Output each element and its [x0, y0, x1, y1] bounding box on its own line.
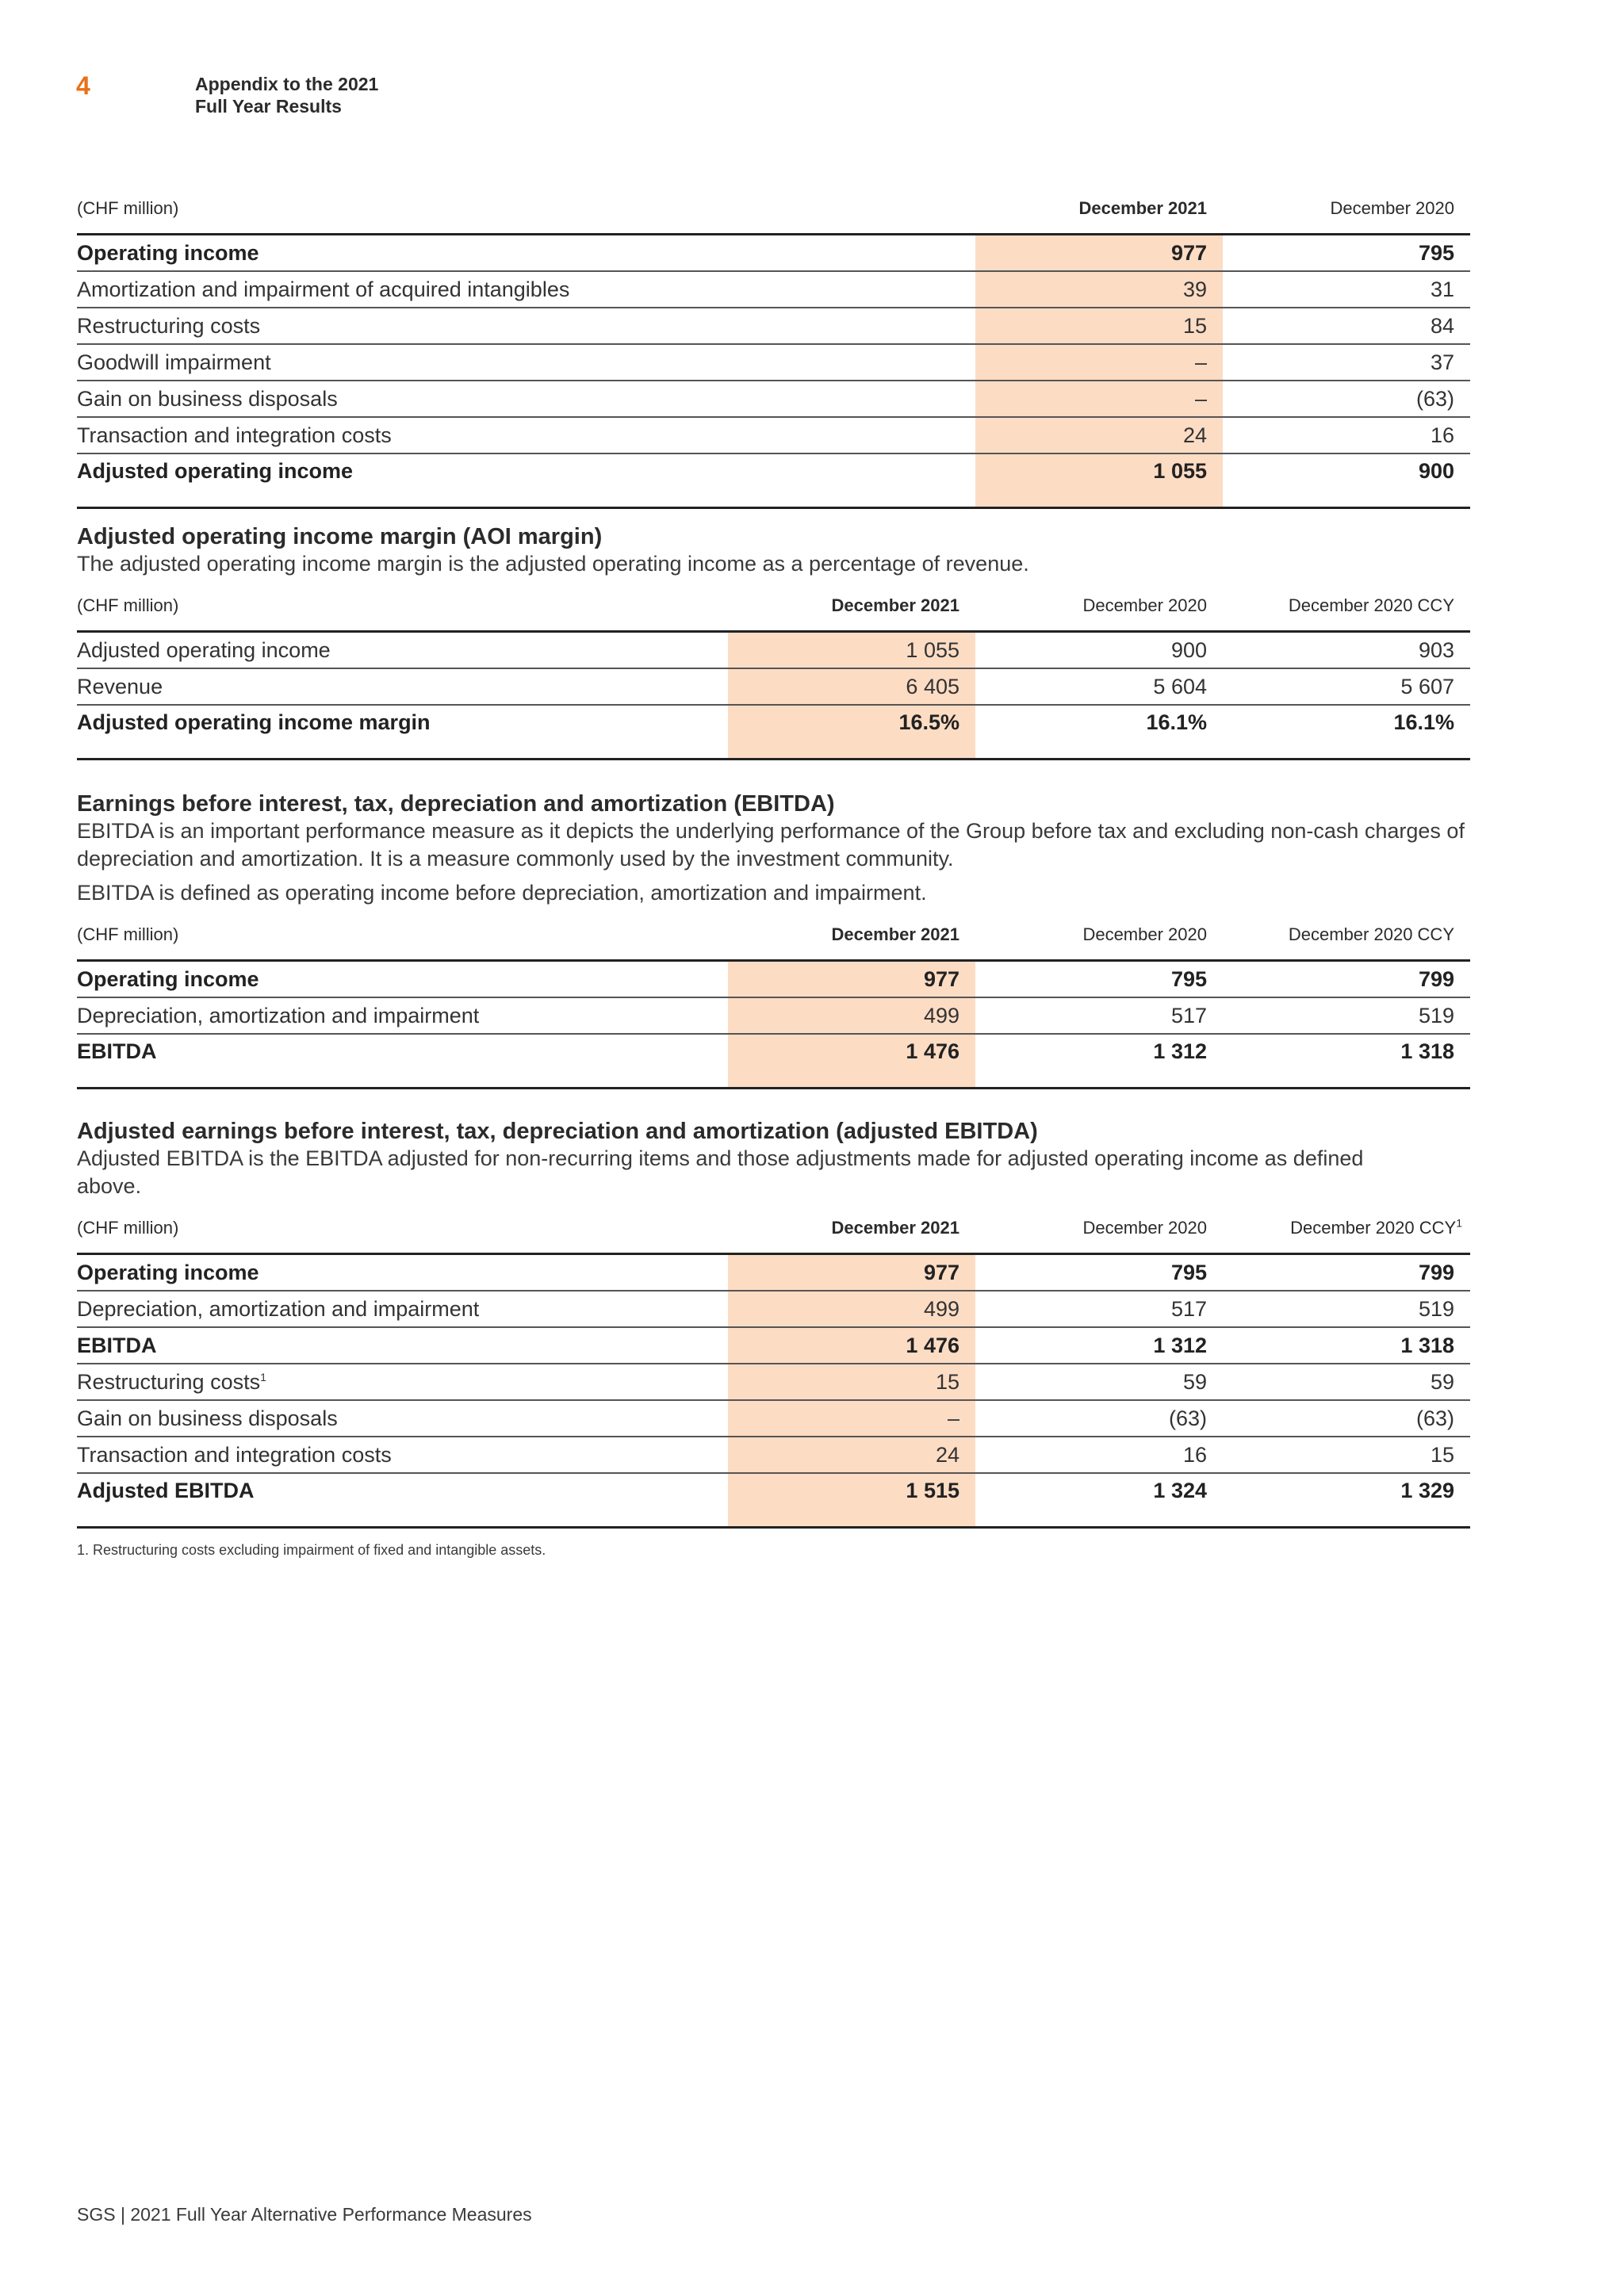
col-header-label: December 2020 CCY: [1290, 1218, 1457, 1238]
cell-dec-2020-ccy: 903: [1223, 632, 1470, 669]
table-row: [77, 1364, 1470, 1400]
table-row: [77, 417, 1470, 453]
cell-dec-2020: 1 324: [975, 1473, 1223, 1528]
table-header-row: [77, 595, 1470, 632]
unit-header: (CHF million): [77, 198, 179, 218]
col-header-dec-2021: December 2021: [1078, 198, 1207, 218]
cell-dec-2020: 31: [1223, 271, 1470, 308]
cell-dec-2021: 499: [728, 997, 975, 1034]
aoi-margin-table: [77, 595, 1470, 760]
row-label: Depreciation, amortization and impairment: [77, 1291, 728, 1327]
table-header-row: [77, 1218, 1470, 1254]
cell-dec-2020-ccy: 59: [1223, 1364, 1470, 1400]
table-row-total: [77, 453, 1470, 508]
cell-dec-2021: 977: [728, 1254, 975, 1292]
page-footer: SGS | 2021 Full Year Alternative Performance Measures: [77, 2204, 532, 2225]
cell-dec-2021: 24: [728, 1437, 975, 1473]
cell-dec-2020: 37: [1223, 344, 1470, 381]
section-description: Adjusted EBITDA is the EBITDA adjusted for non-recurring items and those adjustments made for adjusted operating income as defined above.: [77, 1146, 1364, 1198]
cell-dec-2020: 517: [975, 997, 1223, 1034]
cell-dec-2020: 900: [1223, 453, 1470, 508]
cell-dec-2020-ccy: (63): [1223, 1400, 1470, 1437]
section-heading: Adjusted operating income margin (AOI margin): [77, 524, 603, 549]
table-row: [77, 271, 1470, 308]
row-label: Depreciation, amortization and impairment: [77, 997, 728, 1034]
section-description: EBITDA is an important performance measure as it depicts the underlying performance of the Group before tax and excluding non-cash charges of depreciation and amortization. It is a measure commonly used by the investment community.: [77, 819, 1465, 871]
table-row: [77, 961, 1470, 998]
cell-dec-2020-ccy: 15: [1223, 1437, 1470, 1473]
row-label-text: Restructuring costs: [77, 1369, 261, 1394]
cell-dec-2020: 900: [975, 632, 1223, 669]
row-label: Adjusted operating income: [77, 632, 728, 669]
cell-dec-2021: 15: [975, 308, 1223, 344]
table-row: [77, 381, 1470, 417]
cell-dec-2020-ccy: 1 318: [1223, 1327, 1470, 1364]
col-header-dec-2020: December 2020: [1082, 1218, 1207, 1238]
cell-dec-2020: (63): [975, 1400, 1223, 1437]
row-label: Adjusted operating income margin: [77, 705, 728, 760]
aoi-margin-section: [77, 523, 1470, 760]
header-title-line1: Appendix to the 2021: [195, 74, 379, 94]
adjusted-ebitda-table: [77, 1218, 1470, 1529]
row-label: Operating income: [77, 1254, 728, 1292]
ebitda-table: [77, 924, 1470, 1089]
col-header-dec-2021: December 2021: [831, 595, 959, 615]
table-row: [77, 668, 1470, 705]
row-label: [77, 1364, 728, 1400]
row-label: Revenue: [77, 668, 728, 705]
cell-dec-2020: 84: [1223, 308, 1470, 344]
cell-dec-2021: 6 405: [728, 668, 975, 705]
row-label: Gain on business disposals: [77, 381, 975, 417]
cell-dec-2021: 15: [728, 1364, 975, 1400]
ebitda-section: [77, 790, 1470, 1089]
row-label: EBITDA: [77, 1327, 728, 1364]
cell-dec-2020-ccy: 799: [1223, 1254, 1470, 1292]
col-header-dec-2021: December 2021: [831, 1218, 959, 1238]
row-label: Operating income: [77, 235, 975, 272]
col-header-dec-2020-ccy: December 2020 CCY: [1288, 595, 1454, 615]
table-row: [77, 1291, 1470, 1327]
row-label: Amortization and impairment of acquired intangibles: [77, 271, 975, 308]
table-row-total: [77, 1473, 1470, 1528]
table-row: [77, 344, 1470, 381]
cell-dec-2020-ccy: 5 607: [1223, 668, 1470, 705]
section-heading: Adjusted earnings before interest, tax, depreciation and amortization (adjusted EBITDA): [77, 1119, 1038, 1144]
cell-dec-2020: 16: [1223, 417, 1470, 453]
cell-dec-2020: (63): [1223, 381, 1470, 417]
cell-dec-2021: 977: [728, 961, 975, 998]
table-header-row: [77, 198, 1470, 235]
page-header-title: [195, 73, 378, 117]
col-header-dec-2020: December 2020: [1082, 924, 1207, 944]
adjusted-operating-income-table: [77, 198, 1470, 509]
cell-dec-2020: 517: [975, 1291, 1223, 1327]
row-label: Adjusted EBITDA: [77, 1473, 728, 1528]
unit-header: (CHF million): [77, 595, 179, 615]
cell-dec-2021: 16.5%: [728, 705, 975, 760]
row-label: Operating income: [77, 961, 728, 998]
cell-dec-2020-ccy: 519: [1223, 1291, 1470, 1327]
table-row: [77, 997, 1470, 1034]
cell-dec-2020-ccy: 1 318: [1223, 1034, 1470, 1089]
table-row: [77, 235, 1470, 272]
cell-dec-2020-ccy: 799: [1223, 961, 1470, 998]
cell-dec-2021: –: [975, 344, 1223, 381]
cell-dec-2021: 1 515: [728, 1473, 975, 1528]
adjusted-ebitda-section: [77, 1118, 1470, 1529]
cell-dec-2020: 16.1%: [975, 705, 1223, 760]
unit-header: (CHF million): [77, 1218, 179, 1238]
table-row: [77, 1327, 1470, 1364]
cell-dec-2021: 1 055: [975, 453, 1223, 508]
adjusted-operating-income-section: [77, 198, 1470, 509]
row-label: Adjusted operating income: [77, 453, 975, 508]
table-row: [77, 1437, 1470, 1473]
table-row: [77, 308, 1470, 344]
cell-dec-2021: –: [728, 1400, 975, 1437]
col-header-dec-2020-ccy: [1223, 1218, 1470, 1254]
row-label: Gain on business disposals: [77, 1400, 728, 1437]
cell-dec-2021: 39: [975, 271, 1223, 308]
footnote-mark: 1: [1456, 1216, 1462, 1230]
header-title-line2: Full Year Results: [195, 96, 342, 117]
row-label: Restructuring costs: [77, 308, 975, 344]
cell-dec-2020: 795: [1223, 235, 1470, 272]
cell-dec-2020-ccy: 519: [1223, 997, 1470, 1034]
section-description: The adjusted operating income margin is the adjusted operating income as a percentage of revenue.: [77, 552, 1029, 576]
cell-dec-2021: 24: [975, 417, 1223, 453]
table-header-row: [77, 924, 1470, 961]
table-row: [77, 1254, 1470, 1292]
row-label: Goodwill impairment: [77, 344, 975, 381]
cell-dec-2021: 977: [975, 235, 1223, 272]
section-definition: EBITDA is defined as operating income before depreciation, amortization and impairment.: [77, 881, 927, 905]
unit-header: (CHF million): [77, 924, 179, 944]
cell-dec-2020: 16: [975, 1437, 1223, 1473]
col-header-dec-2020-ccy: December 2020 CCY: [1288, 924, 1454, 944]
footnote-mark: 1: [260, 1370, 266, 1383]
table-row-total: [77, 1034, 1470, 1089]
row-label: Transaction and integration costs: [77, 417, 975, 453]
cell-dec-2020: 5 604: [975, 668, 1223, 705]
col-header-dec-2020: December 2020: [1082, 595, 1207, 615]
cell-dec-2021: 1 476: [728, 1034, 975, 1089]
cell-dec-2021: 499: [728, 1291, 975, 1327]
table-row-total: [77, 705, 1470, 760]
cell-dec-2020: 795: [975, 1254, 1223, 1292]
section-heading: Earnings before interest, tax, depreciation and amortization (EBITDA): [77, 791, 835, 817]
row-label: EBITDA: [77, 1034, 728, 1089]
footnote: 1. Restructuring costs excluding impairment of fixed and intangible assets.: [77, 1542, 546, 1558]
table-row: [77, 632, 1470, 669]
table-row: [77, 1400, 1470, 1437]
col-header-dec-2020: December 2020: [1330, 198, 1454, 218]
cell-dec-2020-ccy: 16.1%: [1223, 705, 1470, 760]
cell-dec-2020-ccy: 1 329: [1223, 1473, 1470, 1528]
page-number: 4: [76, 71, 90, 100]
cell-dec-2020: 795: [975, 961, 1223, 998]
cell-dec-2020: 59: [975, 1364, 1223, 1400]
col-header-dec-2021: December 2021: [831, 924, 959, 944]
cell-dec-2020: 1 312: [975, 1034, 1223, 1089]
cell-dec-2021: 1 476: [728, 1327, 975, 1364]
cell-dec-2020: 1 312: [975, 1327, 1223, 1364]
cell-dec-2021: –: [975, 381, 1223, 417]
cell-dec-2021: 1 055: [728, 632, 975, 669]
row-label: Transaction and integration costs: [77, 1437, 728, 1473]
